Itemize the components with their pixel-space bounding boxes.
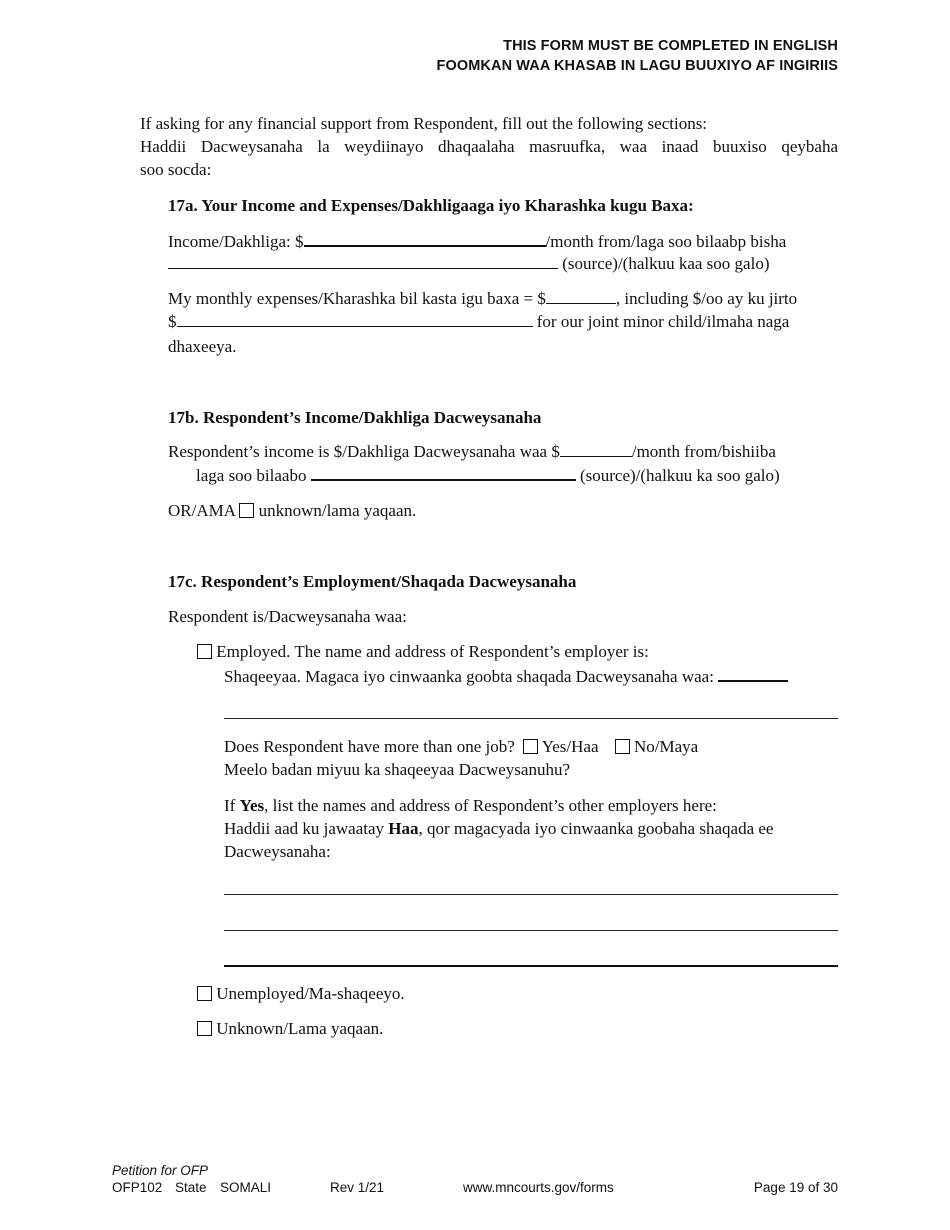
more-jobs-yes-label: Yes/Haa	[541, 737, 599, 756]
respondent-income-row	[168, 440, 776, 463]
unemployed-row	[197, 982, 405, 1005]
other-employers-line-1[interactable]	[224, 894, 838, 895]
if-yes-2c: , qor magacyada iyo cinwaanka goobaha shaqada ee	[418, 819, 774, 838]
section-17c-title: 17c. Respondent’s Employment/Shaqada Dacweysanaha	[168, 572, 577, 591]
expenses-label: My monthly expenses/Kharashka bil kasta igu baxa = $	[168, 289, 546, 308]
expenses-row	[168, 287, 797, 310]
income-row	[168, 229, 838, 253]
footer-url: www.mncourts.gov/forms	[463, 1180, 614, 1195]
form-language-notice	[437, 36, 838, 76]
employer-field[interactable]	[718, 664, 788, 682]
or-label: OR/AMA	[168, 501, 236, 520]
if-yes-1a: If	[224, 796, 240, 815]
employment-unknown-row	[197, 1017, 383, 1040]
notice-english: THIS FORM MUST BE COMPLETED IN ENGLISH	[503, 38, 838, 54]
if-yes-instruction-somali-cont: Dacweysanaha:	[224, 842, 331, 861]
more-jobs-no-checkbox[interactable]	[615, 739, 630, 754]
employer-label: Shaqeeyaa. Magaca iyo cinwaanka goobta shaqada Dacweysanaha waa:	[224, 667, 714, 686]
employed-label: Employed. The name and address of Respondent’s employer is:	[216, 642, 649, 661]
income-period-label: /month from/laga soo bilaabp bisha	[545, 232, 787, 251]
employment-intro: Respondent is/Dacweysanaha waa:	[168, 607, 407, 626]
income-unknown-checkbox[interactable]	[239, 503, 254, 518]
more-jobs-yes-checkbox[interactable]	[523, 739, 538, 754]
respondent-source-field[interactable]	[311, 463, 576, 481]
employer-row	[224, 664, 838, 688]
income-source-row	[168, 252, 769, 275]
other-employers-line-2[interactable]	[224, 930, 838, 931]
child-expenses-label: for our joint minor child/ilmaha naga	[536, 312, 790, 331]
employment-unknown-label: Unknown/Lama yaqaan.	[216, 1019, 384, 1038]
footer-language: SOMALI	[220, 1180, 272, 1195]
intro-line-1: If asking for any financial support from Respondent, fill out the following sections:	[140, 114, 708, 133]
child-expenses-dollar: $	[168, 312, 177, 331]
expenses-amount-field[interactable]	[546, 287, 616, 304]
income-unknown-label: unknown/lama yaqaan.	[258, 501, 417, 520]
employed-checkbox[interactable]	[197, 644, 212, 659]
income-unknown-row	[168, 499, 416, 522]
income-source-field[interactable]	[168, 252, 558, 269]
income-amount-field[interactable]	[304, 229, 546, 247]
child-expenses-field[interactable]	[177, 310, 533, 327]
employed-row	[197, 640, 649, 663]
more-jobs-no-label: No/Maya	[634, 737, 699, 756]
more-jobs-question-somali: Meelo badan miyuu ka shaqeeyaa Dacweysanuhu?	[224, 760, 571, 779]
respondent-income-label: Respondent’s income is $/Dakhliga Dacweysanaha waa $	[168, 442, 560, 461]
more-jobs-row	[224, 735, 698, 758]
income-source-label: (source)/(halkuu kaa soo galo)	[562, 254, 770, 273]
intro-line-2: Haddii Dacweysanaha la weydiinayo dhaqaalaha masruufka, waa inaad buuxiso qeybaha	[140, 137, 838, 156]
respondent-source-row	[196, 463, 780, 487]
expenses-including-label: , including $/oo ay ku jirto	[615, 289, 798, 308]
respondent-source-prefix: laga soo bilaabo	[196, 466, 307, 485]
if-yes-1c: , list the names and address of Respondent’s other employers here:	[264, 796, 717, 815]
if-yes-1b: Yes	[239, 796, 265, 815]
footer-page-number: Page 19 of 30	[753, 1180, 838, 1195]
if-yes-2b: Haa	[388, 819, 419, 838]
unemployed-label: Unemployed/Ma-shaqeeyo.	[216, 984, 405, 1003]
footer-form-id: OFP102	[112, 1180, 163, 1195]
footer-state: State	[175, 1180, 207, 1195]
unemployed-checkbox[interactable]	[197, 986, 212, 1001]
if-yes-2a: Haddii aad ku jawaatay	[224, 819, 389, 838]
section-17a-title: 17a. Your Income and Expenses/Dakhligaaga iyo Kharashka kugu Baxa:	[168, 196, 694, 215]
intro-line-3: soo socda:	[140, 160, 212, 179]
employer-address-line[interactable]	[224, 718, 838, 719]
footer-form-name: Petition for OFP	[112, 1163, 209, 1178]
respondent-income-amount-field[interactable]	[560, 440, 632, 457]
more-jobs-question: Does Respondent have more than one job?	[224, 737, 515, 756]
employment-unknown-checkbox[interactable]	[197, 1021, 212, 1036]
other-employers-line-3[interactable]	[224, 965, 838, 967]
child-expenses-label-cont: dhaxeeya.	[168, 337, 237, 356]
section-17b-title: 17b. Respondent’s Income/Dakhliga Dacweysanaha	[168, 408, 542, 427]
income-label: Income/Dakhliga: $	[168, 232, 304, 251]
child-expenses-row	[168, 310, 789, 333]
footer-revision: Rev 1/21	[330, 1180, 385, 1195]
respondent-source-label: (source)/(halkuu ka soo galo)	[579, 466, 780, 485]
respondent-income-period: /month from/bishiiba	[631, 442, 776, 461]
if-yes-instruction	[224, 794, 717, 817]
notice-somali: FOOMKAN WAA KHASAB IN LAGU BUUXIYO AF INGIRIIS	[436, 58, 838, 74]
if-yes-instruction-somali	[224, 817, 773, 840]
